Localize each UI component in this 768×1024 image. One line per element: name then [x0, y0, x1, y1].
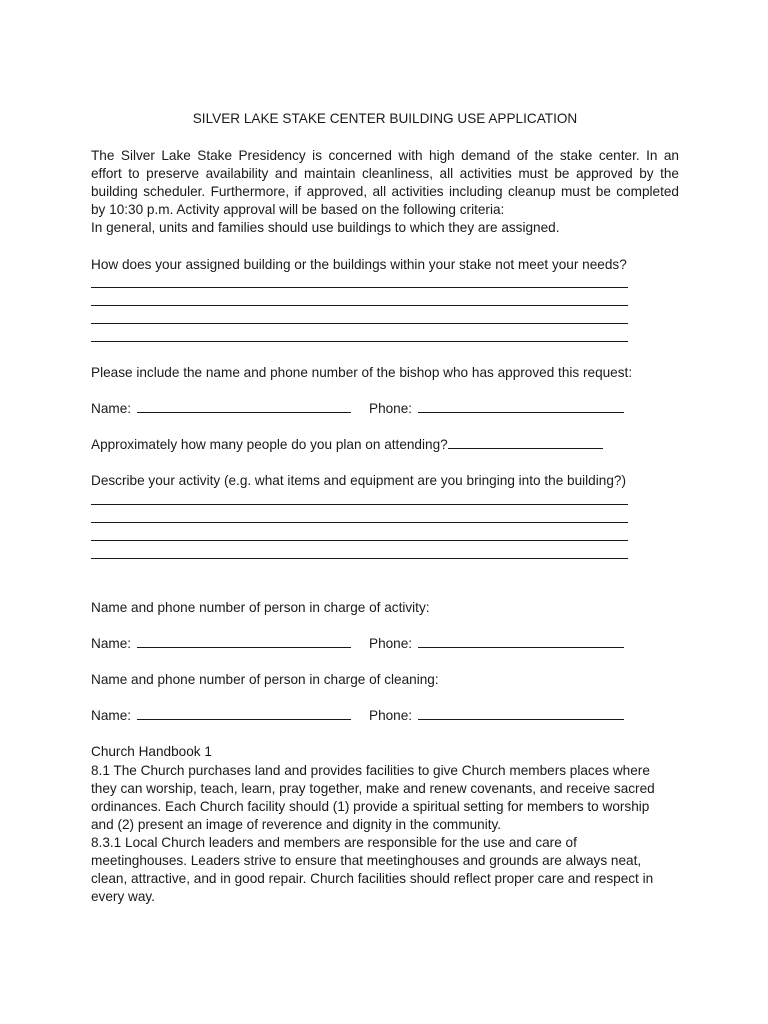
handbook-line-3: ordinances. Each Church facility should (1) provide a spiritual setting for members to worship: [91, 799, 650, 814]
activity-phone-field[interactable]: [418, 635, 624, 648]
handbook-line-6: meetinghouses. Leaders strive to ensure that meetinghouses and grounds are always neat,: [91, 853, 642, 868]
handbook-line-4: and (2) present an image of reverence and dignity in the community.: [91, 817, 502, 832]
intro-line-1: The Silver Lake Stake Presidency is concerned with high demand of the stake center. In an: [91, 148, 679, 163]
needs-answer-line-1[interactable]: [91, 287, 628, 288]
needs-answer-line-3[interactable]: [91, 323, 628, 324]
question-bishop: Please include the name and phone number of the bishop who has approved this request:: [91, 365, 633, 380]
cleaning-name-row: [91, 707, 351, 725]
intro-line-4: by 10:30 p.m. Activity approval will be based on the following criteria:: [91, 202, 505, 217]
handbook-line-8: every way.: [91, 889, 155, 904]
cleaning-phone-field[interactable]: [418, 707, 624, 720]
activity-name-label: Name:: [91, 636, 132, 651]
cleaning-phone-label: Phone:: [369, 708, 413, 723]
needs-answer-line-4[interactable]: [91, 341, 628, 342]
intro-general: In general, units and families should use buildings to which they are assigned.: [91, 220, 560, 235]
needs-answer-line-2[interactable]: [91, 305, 628, 306]
activity-name-row: [91, 635, 351, 653]
bishop-phone-field[interactable]: [418, 400, 624, 413]
handbook-heading: Church Handbook 1: [91, 744, 212, 759]
bishop-name-row: [91, 400, 351, 418]
describe-answer-line-4[interactable]: [91, 558, 628, 559]
attending-count-field[interactable]: [448, 436, 603, 449]
question-describe: Describe your activity (e.g. what items and equipment are you bringing into the building?): [91, 473, 626, 488]
cleaning-phone-row: [369, 707, 624, 725]
describe-answer-line-2[interactable]: [91, 522, 628, 523]
question-attending: Approximately how many people do you plan on attending?: [91, 437, 448, 452]
handbook-line-1: 8.1 The Church purchases land and provides facilities to give Church members places where: [91, 763, 650, 778]
cleaning-name-label: Name:: [91, 708, 132, 723]
handbook-line-7: clean, attractive, and in good repair. Church facilities should reflect proper care and respect in: [91, 871, 654, 886]
bishop-name-label: Name:: [91, 401, 132, 416]
bishop-name-field[interactable]: [137, 400, 351, 413]
question-cleaning-person: Name and phone number of person in charge of cleaning:: [91, 672, 439, 687]
question-needs: How does your assigned building or the buildings within your stake not meet your needs?: [91, 257, 627, 272]
activity-phone-row: [369, 635, 624, 653]
handbook-line-5: 8.3.1 Local Church leaders and members are responsible for the use and care of: [91, 835, 577, 850]
question-attending-row: [91, 436, 603, 454]
question-activity-person: Name and phone number of person in charge of activity:: [91, 600, 430, 615]
intro-line-2: effort to preserve availability and maintain cleanliness, all activities must be approved by the: [91, 166, 679, 181]
bishop-phone-label: Phone:: [369, 401, 413, 416]
describe-answer-line-3[interactable]: [91, 540, 628, 541]
activity-phone-label: Phone:: [369, 636, 413, 651]
describe-answer-line-1[interactable]: [91, 504, 628, 505]
form-title: SILVER LAKE STAKE CENTER BUILDING USE APPLICATION: [192, 111, 578, 126]
bishop-phone-row: [369, 400, 624, 418]
activity-name-field[interactable]: [137, 635, 351, 648]
intro-line-3: building scheduler. Furthermore, if approved, all activities including cleanup must be completed: [91, 184, 679, 199]
cleaning-name-field[interactable]: [137, 707, 351, 720]
handbook-line-2: they can worship, teach, learn, pray together, make and renew covenants, and receive sacred: [91, 781, 655, 796]
